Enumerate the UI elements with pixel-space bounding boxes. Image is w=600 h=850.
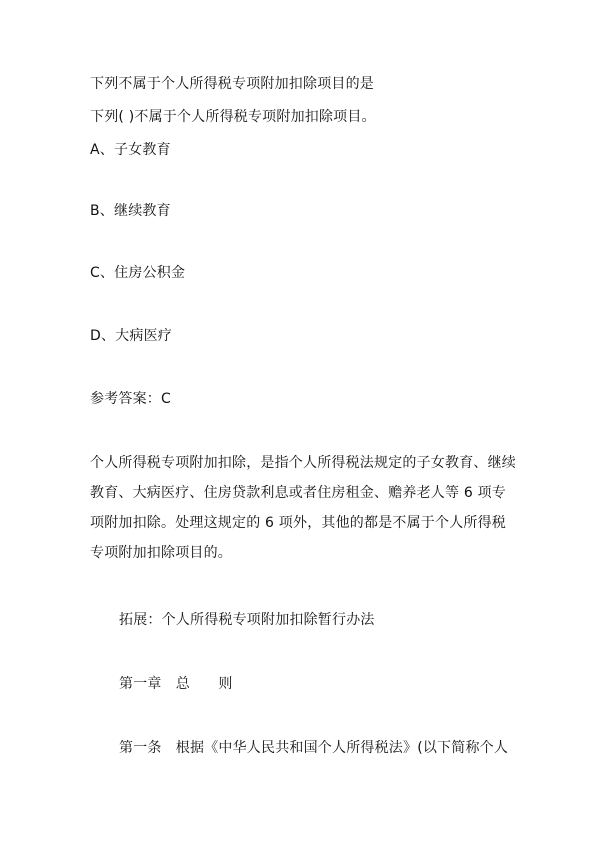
option-b: B、继续教育 bbox=[90, 203, 171, 219]
explanation-paragraph: 个人所得税专项附加扣除，是指个人所得税法规定的子女教育、继续教育、大病医疗、住房贷款利息或者住房租金、赡养老人等 6 项专项附加扣除。处理这规定的 6 项外，其他的都是不属于个人所得税专项附加扣除项目的。 bbox=[90, 455, 516, 561]
question-title: 下列不属于个人所得税专项附加扣除项目的是 bbox=[90, 76, 374, 92]
option-d: D、大病医疗 bbox=[90, 328, 172, 344]
option-c: C、住房公积金 bbox=[90, 265, 186, 281]
question-stem: 下列( )不属于个人所得税专项附加扣除项目。 bbox=[90, 109, 376, 125]
extension-heading: 拓展：个人所得税专项附加扣除暂行办法 bbox=[119, 612, 375, 628]
chapter-heading: 第一章 总 则 bbox=[119, 676, 233, 692]
option-a: A、子女教育 bbox=[90, 142, 171, 158]
article-one-start: 第一条 根据《中华人民共和国个人所得税法》(以下简称个人 bbox=[119, 740, 509, 756]
reference-answer: 参考答案：C bbox=[90, 391, 171, 407]
